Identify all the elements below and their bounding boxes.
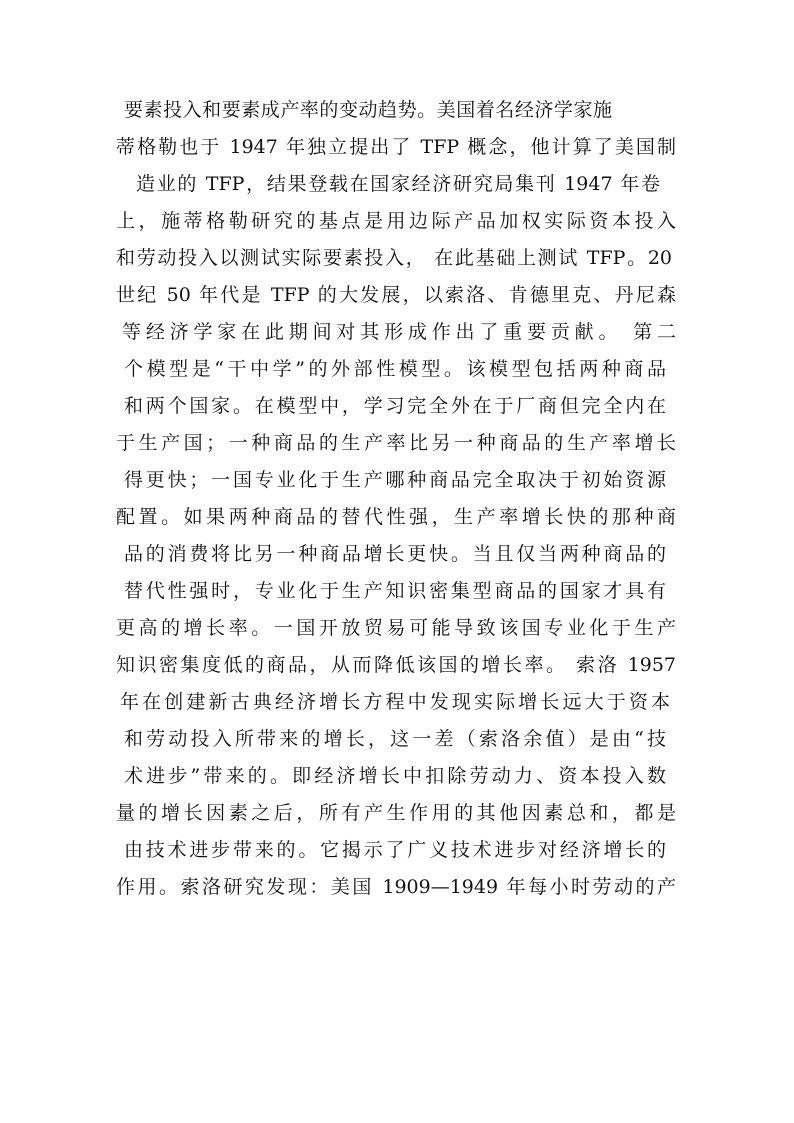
text-line: 配置。如果两种商品的替代性强，生产率增长快的那种商 [116, 506, 676, 528]
text-line: 术进步”带来的。即经济增长中扣除劳动力、资本投入数 [124, 765, 666, 787]
text-line: 等经济学家在此期间对其形成作出了重要贡献。 第二 [122, 321, 676, 343]
text-line: 由技术进步带来的。它揭示了广义技术进步对经济增长的 [124, 839, 666, 861]
text-line: 品的消费将比另一种商品增长更快。当且仅当两种商品的 [124, 543, 666, 565]
text-line: 造业的 TFP，结果登载在国家经济研究局集刊 1947 年卷 [136, 173, 660, 195]
text-line: 个模型是“干中学”的外部性模型。该模型包括两种商品 [124, 358, 666, 380]
text-line: 知识密集度低的商品，从而降低该国的增长率。 索洛 1957 [116, 654, 676, 676]
text-line: 和劳动投入所带来的增长，这一差（索洛余值）是由“技 [124, 728, 666, 750]
text-line: 替代性强时，专业化于生产知识密集型商品的国家才具有 [124, 580, 666, 602]
text-line: 蒂格勒也于 1947 年独立提出了 TFP 概念，他计算了美国制 [116, 136, 676, 158]
text-line: 和劳动投入以测试实际要素投入， 在此基础上测试 TFP。20 [116, 247, 672, 269]
text-line: 量的增长因素之后，所有产生作用的其他因素总和，都是 [116, 802, 676, 824]
text-line: 世纪 50 年代是 TFP 的大发展，以索洛、肯德里克、丹尼森 [116, 284, 676, 306]
text-line: 要素投入和要素成产率的变动趋势。美国着名经济学家施 [124, 99, 612, 121]
text-line: 和两个国家。在模型中，学习完全外在于厂商但完全内在 [124, 395, 666, 417]
text-line: 年在创建新古典经济增长方程中发现实际增长远大于资本 [120, 691, 670, 713]
text-line: 于生产国；一种商品的生产率比另一种商品的生产率增长 [116, 432, 676, 454]
text-line: 作用。索洛研究发现：美国 1909—1949 年每小时劳动的产 [116, 876, 676, 898]
text-line: 更高的增长率。一国开放贸易可能导致该国专业化于生产 [116, 617, 676, 639]
text-line: 上，施蒂格勒研究的基点是用边际产品加权实际资本投入 [116, 210, 676, 232]
body-text [116, 92, 676, 906]
text-line: 得更快；一国专业化于生产哪种商品完全取决于初始资源 [124, 469, 666, 491]
